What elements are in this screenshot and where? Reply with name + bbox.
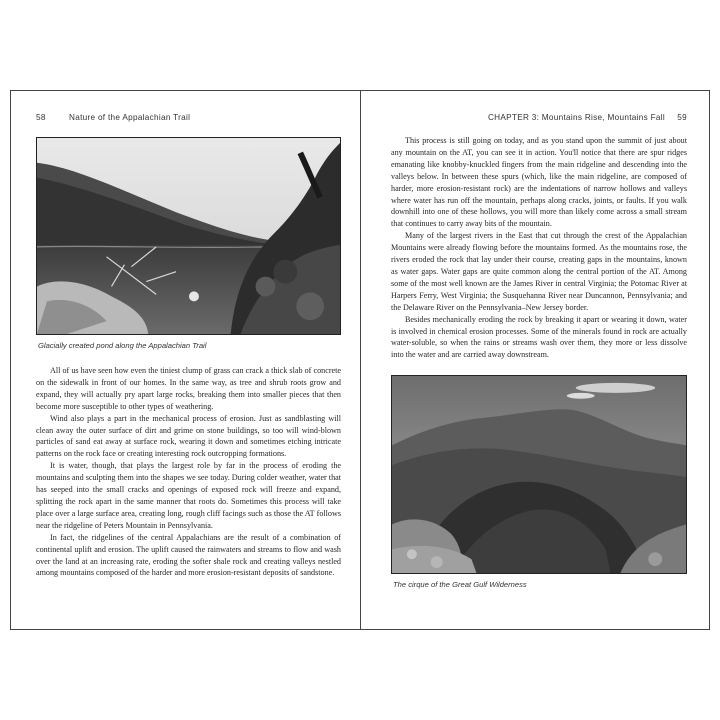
paragraph: Besides mechanically eroding the rock by breaking it apart or wearing it down, water is involved in chemical erosion processes. Some of the minerals found in rock are actually water-soluble, so when the rains or streams wash over them, they more or less dissolve into the water and are carried away downstream. [391,314,687,360]
left-body-text [36,365,341,579]
left-page [11,91,360,629]
paragraph: Many of the largest rivers in the East that cut through the crest of the Appalachian Mountains were already flowing before the mountains formed. As the mountains rose, the rivers eroded the rock that lay under their course, creating gaps in the mountains, known as water gaps. Water gaps are quite common along the central portion of the AT. Among some of the most well known are the James River in central Virginia; the Potomac River at Harpers Ferry, West Virginia; the Susquehanna River near Duncannon, Pennsylvania; and the Delaware River on the Pennsylvania–New Jersey border. [391,231,687,312]
book-spread [10,90,710,630]
running-title: CHAPTER 3: Mountains Rise, Mountains Fall [487,113,665,122]
figure-caption: Glacially created pond along the Appalachian Trail [38,341,207,350]
cirque-photo-image [392,376,686,573]
pond-photo [36,137,341,335]
right-body-text [391,135,687,361]
page-number: 59 [677,113,687,122]
paragraph: Wind also plays a part in the mechanical process of erosion. Just as sandblasting will clean away the outer surface of dirt and grime on stone buildings, so too will wind-blown particles of sand eat away at surface rock, wearing it down and sometimes etching intricate patterns on the rock face or creating interesting rock outcropping formations. [36,413,341,459]
right-page [361,91,709,629]
paragraph: In fact, the ridgelines of the central Appalachians are the result of a combination of continental uplift and erosion. The uplift caused the rainwaters and streams to flow and wash over the land at an increasing rate, eroding the softer shale rock and creating valleys nestled among mountains composed of the harder and more erosion-resistant deposits of sandstone. [36,532,341,578]
figure-caption: The cirque of the Great Gulf Wilderness [393,580,527,589]
paragraph: It is water, though, that plays the largest role by far in the process of eroding the mountains and sculpting them into the shapes we see today. During colder weather, water that has seeped into the small cracks and openings of exposed rock will freeze and expand, splitting the rock apart in the same manner that roots do. Sometimes this process will take place over a large surface area, creating long, rough cliff facings such as those the AT follows near the ridgeline of Peters Mountain in Pennsylvania. [36,461,341,530]
paragraph: This process is still going on today, and as you stand upon the summit of just about any mountain on the AT, you can see it in action. You'll notice that there are spur ridges emanating like knobby-knuckled fingers from the main ridgeline and descending into the valleys below. In between these spurs (which, like the main ridgeline, are composed of harder, more erosion-resistant rock) are the indentations of narrow hollows and valleys where water has run off the mountain, perhaps along cracks, joints, or faults. If you walk downhill into one of these hollows, you will more than likely come across a small stream that continues to carry away bits of the mountain. [391,136,687,229]
pond-photo-image [37,138,340,334]
page-number: 58 [36,113,46,122]
paragraph: All of us have seen how even the tiniest clump of grass can crack a thick slab of concrete on the sidewalk in front of our homes. In the same way, as tree and shrub roots grow and expand, they will actually pry apart large rocks, breaking them into smaller pieces that then become more susceptible to other types of weathering. [36,366,341,411]
cirque-photo [391,375,687,574]
running-title: Nature of the Appalachian Trail [69,113,191,122]
